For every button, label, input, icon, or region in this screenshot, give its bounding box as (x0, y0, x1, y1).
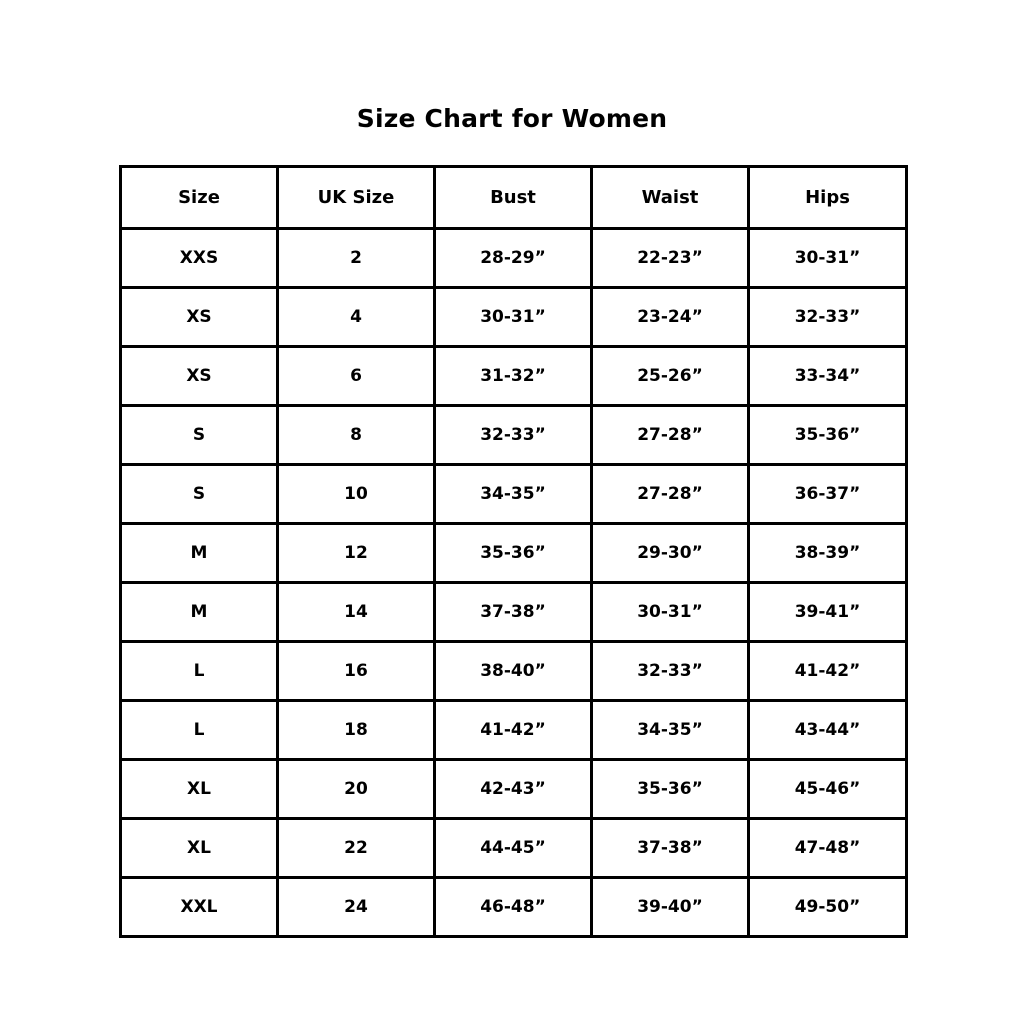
cell-bust: 35-36” (435, 524, 592, 583)
cell-size: S (121, 406, 278, 465)
cell-bust: 30-31” (435, 288, 592, 347)
cell-waist: 35-36” (592, 760, 749, 819)
cell-size: M (121, 524, 278, 583)
cell-uk-size: 18 (278, 701, 435, 760)
column-header-hips: Hips (749, 167, 907, 229)
cell-hips: 35-36” (749, 406, 907, 465)
cell-hips: 32-33” (749, 288, 907, 347)
table-header (121, 167, 907, 229)
cell-hips: 30-31” (749, 229, 907, 288)
cell-waist: 27-28” (592, 465, 749, 524)
cell-hips: 33-34” (749, 347, 907, 406)
cell-size: M (121, 583, 278, 642)
cell-bust: 37-38” (435, 583, 592, 642)
cell-hips: 45-46” (749, 760, 907, 819)
table-row (121, 642, 907, 701)
cell-hips: 38-39” (749, 524, 907, 583)
cell-size: XL (121, 819, 278, 878)
cell-bust: 46-48” (435, 878, 592, 937)
cell-uk-size: 20 (278, 760, 435, 819)
cell-hips: 36-37” (749, 465, 907, 524)
cell-hips: 41-42” (749, 642, 907, 701)
table-row (121, 524, 907, 583)
cell-bust: 32-33” (435, 406, 592, 465)
cell-size: XS (121, 347, 278, 406)
cell-waist: 27-28” (592, 406, 749, 465)
table-row (121, 465, 907, 524)
cell-waist: 39-40” (592, 878, 749, 937)
cell-bust: 42-43” (435, 760, 592, 819)
cell-hips: 49-50” (749, 878, 907, 937)
cell-bust: 41-42” (435, 701, 592, 760)
page-title: Size Chart for Women (356, 104, 668, 133)
size-table-container (119, 165, 905, 938)
cell-uk-size: 8 (278, 406, 435, 465)
cell-hips: 43-44” (749, 701, 907, 760)
column-header-waist: Waist (592, 167, 749, 229)
table-row (121, 878, 907, 937)
table-row (121, 701, 907, 760)
cell-waist: 30-31” (592, 583, 749, 642)
table-header-row (121, 167, 907, 229)
cell-size: XL (121, 760, 278, 819)
cell-uk-size: 14 (278, 583, 435, 642)
cell-bust: 28-29” (435, 229, 592, 288)
table-body (121, 229, 907, 937)
cell-size: L (121, 701, 278, 760)
cell-size: XS (121, 288, 278, 347)
cell-bust: 34-35” (435, 465, 592, 524)
cell-uk-size: 22 (278, 819, 435, 878)
cell-size: L (121, 642, 278, 701)
cell-waist: 32-33” (592, 642, 749, 701)
cell-uk-size: 12 (278, 524, 435, 583)
cell-bust: 31-32” (435, 347, 592, 406)
cell-size: XXL (121, 878, 278, 937)
table-row (121, 347, 907, 406)
cell-waist: 29-30” (592, 524, 749, 583)
cell-waist: 37-38” (592, 819, 749, 878)
cell-uk-size: 10 (278, 465, 435, 524)
size-table (119, 165, 908, 938)
table-row (121, 760, 907, 819)
cell-waist: 23-24” (592, 288, 749, 347)
cell-uk-size: 6 (278, 347, 435, 406)
cell-size: XXS (121, 229, 278, 288)
table-row (121, 583, 907, 642)
cell-bust: 38-40” (435, 642, 592, 701)
cell-uk-size: 16 (278, 642, 435, 701)
cell-uk-size: 4 (278, 288, 435, 347)
cell-uk-size: 24 (278, 878, 435, 937)
table-row (121, 406, 907, 465)
cell-waist: 34-35” (592, 701, 749, 760)
cell-hips: 39-41” (749, 583, 907, 642)
column-header-size: Size (121, 167, 278, 229)
cell-uk-size: 2 (278, 229, 435, 288)
table-row (121, 819, 907, 878)
cell-waist: 22-23” (592, 229, 749, 288)
cell-size: S (121, 465, 278, 524)
cell-hips: 47-48” (749, 819, 907, 878)
column-header-bust: Bust (435, 167, 592, 229)
table-row (121, 288, 907, 347)
table-row (121, 229, 907, 288)
column-header-uk-size: UK Size (278, 167, 435, 229)
cell-waist: 25-26” (592, 347, 749, 406)
cell-bust: 44-45” (435, 819, 592, 878)
